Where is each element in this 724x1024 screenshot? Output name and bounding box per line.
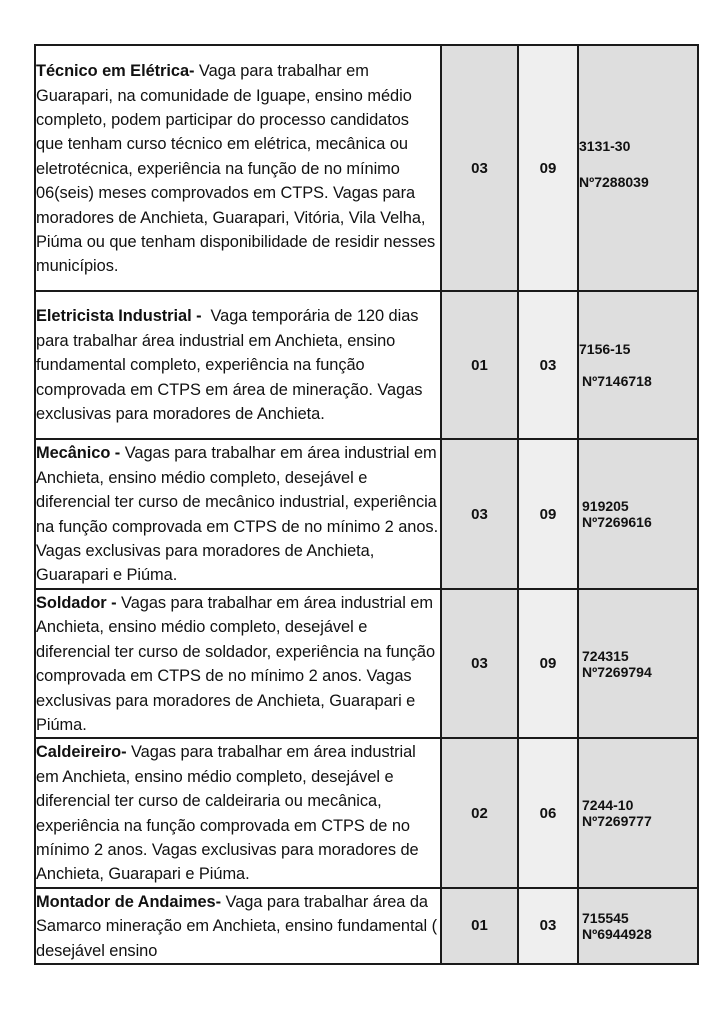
job-description-cell xyxy=(35,439,441,589)
job-title: Caldeireiro- xyxy=(36,743,127,762)
vacancies-count-cell: 03 xyxy=(441,439,518,589)
vacancy-number: Nº7269777 xyxy=(582,813,652,830)
table-row xyxy=(35,888,698,964)
candidates-count-cell: 06 xyxy=(518,738,578,887)
cbo-code-cell xyxy=(578,888,698,964)
job-description: Vagas para trabalhar em área industrial em Anchieta, ensino médio completo, desejável e diferencial ter curso de caldeiraria ou mecânica, experiência na função comprovada em CTPS de no mínimo 2 anos. Vagas exclusivas para moradores de Anchieta, Guarapari e Piúma. xyxy=(36,743,419,884)
table-row xyxy=(35,45,698,291)
job-description-cell xyxy=(35,291,441,439)
job-description: Vagas para trabalhar em área industrial em Anchieta, ensino médio completo, desejável e diferencial ter curso de soldador, experiência na função comprovada em CTPS de no mínimo 2 anos. Vagas exclusivas para moradores de Anchieta, Guarapari e Piúma. xyxy=(36,594,436,735)
vacancy-number: Nº7146718 xyxy=(582,373,652,389)
cbo-code-cell xyxy=(578,589,698,738)
job-description: Vaga para trabalhar em Guarapari, na comunidade de Iguape, ensino médio completo, podem participar do processo candidatos que tenham curso técnico em elétrica, mecânica ou eletrotécnica, experiência na função de no mínimo 06(seis) meses comprovados em CTPS. Vagas para moradores de Anchieta, Guarapari, Vitória, Vila Velha, Piúma ou que tenham disponibilidade de residir nesses municípios. xyxy=(36,62,436,276)
job-title: Eletricista Industrial - xyxy=(36,307,202,326)
table-row xyxy=(35,589,698,738)
job-description-cell xyxy=(35,45,441,291)
vacancy-number: Nº7288039 xyxy=(579,174,649,190)
cbo-code: 3131-30 xyxy=(579,138,631,154)
candidates-count-cell: 09 xyxy=(518,45,578,291)
job-title: Mecânico - xyxy=(36,444,121,463)
cbo-code: 919205 xyxy=(582,498,629,514)
job-title: Soldador - xyxy=(36,594,117,612)
table-row xyxy=(35,291,698,439)
vacancy-number: Nº7269616 xyxy=(582,514,652,530)
vacancies-count-cell: 01 xyxy=(441,888,518,964)
job-description: Vaga para trabalhar área da Samarco mineração em Anchieta, ensino fundamental ( desejável ensino xyxy=(36,892,438,960)
table-row xyxy=(35,439,698,589)
vacancies-count-cell: 03 xyxy=(441,45,518,291)
vacancy-number: Nº7269794 xyxy=(582,663,652,680)
cbo-code: 724315 xyxy=(582,647,629,664)
job-title: Técnico em Elétrica- xyxy=(36,62,195,81)
cbo-code: 7244-10 xyxy=(582,797,634,814)
table-row xyxy=(35,738,698,887)
job-description: Vagas para trabalhar em área industrial em Anchieta, ensino médio completo, desejável e diferencial ter curso de mecânico industrial, experiência na função comprovada em CTPS de no mínimo 2 anos. Vagas exclusivas para moradores de Anchieta, Guarapari e Piúma. xyxy=(36,444,439,585)
job-title: Montador de Andaimes- xyxy=(36,892,222,911)
cbo-code: 715545 xyxy=(582,909,629,926)
candidates-count-cell: 09 xyxy=(518,439,578,589)
candidates-count-cell: 03 xyxy=(518,888,578,964)
job-description-cell xyxy=(35,589,441,738)
cbo-code: 7156-15 xyxy=(579,341,631,357)
vacancy-number: Nº6944928 xyxy=(582,925,652,942)
cbo-code-cell xyxy=(578,439,698,589)
candidates-count-cell: 03 xyxy=(518,291,578,439)
job-description-cell xyxy=(35,888,441,964)
cbo-code-cell xyxy=(578,738,698,887)
candidates-count-cell: 09 xyxy=(518,589,578,738)
vacancies-count-cell: 01 xyxy=(441,291,518,439)
vacancies-count-cell: 02 xyxy=(441,738,518,887)
job-description-cell xyxy=(35,738,441,887)
cbo-code-cell xyxy=(578,291,698,439)
job-description: Vaga temporária de 120 dias para trabalhar área industrial em Anchieta, ensino fundamental completo, experiência na função comprovada em CTPS em área de mineração. Vagas exclusivas para moradores de Anchieta. xyxy=(36,307,427,424)
cbo-code-cell xyxy=(578,45,698,291)
job-vacancies-table xyxy=(34,44,699,965)
vacancies-count-cell: 03 xyxy=(441,589,518,738)
